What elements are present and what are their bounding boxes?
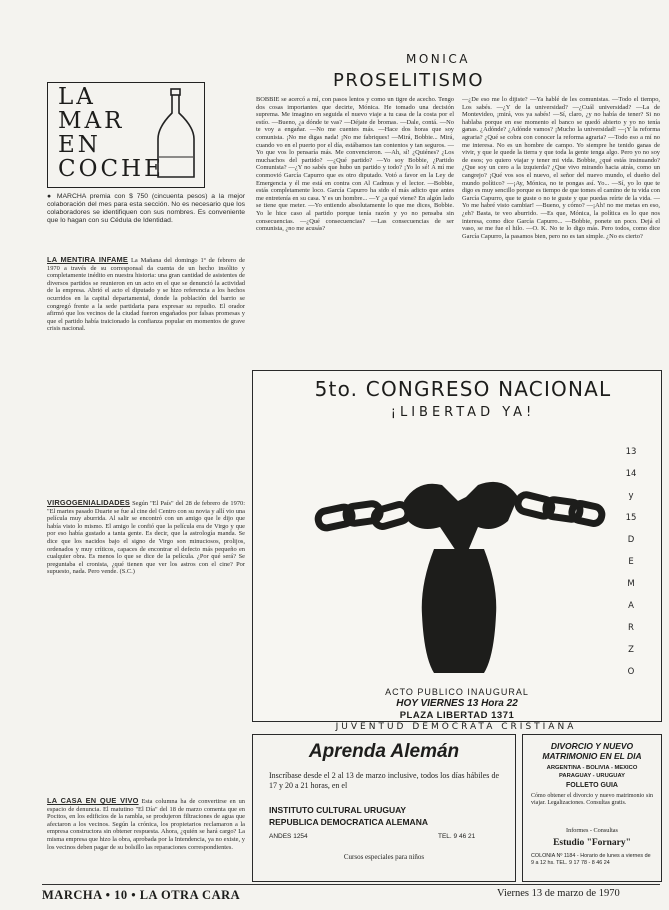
section-logo	[47, 82, 205, 188]
poster-title: 5to. CONGRESO NACIONAL	[314, 377, 612, 401]
logo-line-4: COCHE	[58, 156, 164, 182]
ad-folleto: FOLLETO GUIA	[566, 782, 618, 789]
date-letter: y	[628, 491, 634, 501]
column-title: MONICA	[406, 52, 470, 66]
ad-phone: TEL. 9 46 21	[438, 833, 476, 840]
poster-where: PLAZA LIBERTAD 1371	[399, 710, 515, 721]
section-body: Según "El País" del 28 de febrero de 1970: "El martes pasado Duarte se fue al cine del Centro con su novia y allí vio una película muy aburrida. Al salir se encontró con un amigo que le dijo que había visto lo mismo. El amigo le confió que la película era de Virgo y que por eso había gustado a tanta gente. Es decir, que la astrología manda. Se dice que los nacidos bajo el signo de Virgo son minuciosos, prolijos, ordenados y muy críticos, capaces de encontrar el defecto más pequeño en cualquier obra. Es menos lo que se dice de la película. ¿Por qué será? Se preguntaba el cronista, ¿qué tienen que ver los astros con el cine? Por supuesto, nada. Pero vende. (S.C.)	[47, 500, 245, 576]
date-letter: 15	[625, 513, 637, 523]
section-heading: VIRGOGENIALIDADES	[47, 499, 131, 507]
poster-organizer: JUVENTUD DEMOCRATA CRISTIANA	[335, 722, 577, 732]
broken-chain-fists-icon	[308, 435, 608, 679]
poster-slogan: ¡LIBERTAD YA!	[390, 405, 536, 420]
contest-intro: ● MARCHA premia con $ 750 (cincuenta pesos) a la mejor colaboración del mes para esta sección. No es necesario que los colaboradores se identifiquen con sus nombres. Es conveniente que lo hagan con su Cédula de Identidad.	[47, 193, 245, 224]
section-heading: LA CASA EN QUE VIVO	[47, 797, 139, 805]
article-column-2: —¿De eso me lo dijiste? —Ya hablé de les comunistas. —Todo el tiempo, Los sabés. —¿Y de la universidad? —¿Cuál universidad? —La de Montevideo, ¡mirá, vos ya sabés! —Sí, claro, ¿y no había de tener? Si no hablaba porque en ese momento el banco se quedó abierto y yo no tenía ganas. ¿Adónde? ¿Adónde vamos? ¡Mucho la universidad! —¡Y la reforma agraria? ¿Qué se cobra con conocer la reforma agraria? —Todo eso a mí no me interesa. No es un hombre de campo. Yo siempre he tenido ganas de vivir, y que le quede la tierra y que toda la gente tenga algo. Pero yo no soy de esos; yo quiero viajar y tener mi vida. Bobbie, ¿qué estás insinuando? ¿Que soy un cero a la izquierda? ¿Que vivo mirando hacia atrás, como un cangrejo? ¡Qué vos sos el nuevo, el señor del nuevo mundo, el dueño del mundo político? —¡Ay, Mónica, no te pongas así. Yo... —Sí, yo lo que te digo es muy sencillo porque es tiempo de que tomes el camino de tu vida con García Capurro, que te guste o no te guste y que puedas reírte de la vida. —Yo me habré visto cambiar! —Bueno, y cómo? —¡Ah! no me metas en eso, ¿eh? Basta, te veo aburrido. —Es que, Mónica, la política es lo que nos interesa, como dice García Capurro... —Bobbie, ponete un poco. Dejá el vaso, se me fue el hilo. —O. K. No te lo digo más. Pero todos, como dice García Capurro, la pasamos bien, pero no es tan simple. ¿No es cierto?	[462, 96, 660, 240]
footer-rule	[42, 884, 660, 885]
section-body: La Mañana del domingo 1º de febrero de 1970 a través de su corresponsal da cuenta de un hecho insólito y completamente inédito en nuestra historia: una gran cantidad de asistentes de diversos partidos se reunieron en un acto en el que se denunció la actividad de la empresa. Abrió el acto el diputado y se hizo referencia a los hechos ocurridos en la capital departamental, donde la población del barrio se congregó frente a la sede partidaria para expresar su repudio. El orador afirmó que los vecinos de la ciudad fueron engañados por falsas promesas y que el partido había traicionado la confianza popular en momentos de grave crisis nacional.	[47, 257, 245, 333]
date-letter: 13	[625, 447, 637, 457]
ad-address: COLONIA Nº 1184 - Horario de lunes a viernes de 9 a 12 hs. TEL. 9 17 78 - 8 46 24	[531, 853, 651, 866]
ad-lead: Inscríbase desde el 2 al 13 de marzo inclusive, todos los días hábiles de 17 y 20 a 21 horas, en el	[269, 771, 499, 790]
poster-act: ACTO PUBLICO INAUGURAL	[385, 687, 529, 697]
divorce-ad	[522, 734, 662, 882]
footer-date: Viernes 13 de marzo de 1970	[497, 888, 620, 899]
section-la-casa-en-que-vivo	[47, 797, 245, 877]
date-letter: R	[628, 623, 634, 633]
institute-country: REPUBLICA DEMOCRATICA ALEMANA	[269, 817, 428, 827]
date-letter: O	[627, 667, 635, 677]
date-letter: 14	[625, 469, 637, 479]
section-la-mentira-infame	[47, 256, 245, 480]
date-letter: E	[628, 557, 634, 567]
section-body: Esta columna ha de convertirse en un espacio de denuncia. El matutino "El Día" del 18 de marzo comenta que en Pocitos, en los edificios de la rambla, se produjeron filtraciones de agua que afectaron a los vecinos. Según la crónica, los propietarios reclamaron a la empresa constructora sin obtener respuesta. Ahora, ¿quién se hará cargo? La misma empresa que hizo la obra, aprobada por la Intendencia, ya no existe, y los vecinos deben pagar de su bolsillo las reparaciones correspondientes.	[47, 798, 245, 851]
article-column-1: BOBBIE se acercó a mí, con pasos lentos y como un tigre de acecho. Tengo dos cosas importantes que decirte, Mónica. He tomado una decisión suprema. Me imagino en seguida el nuevo viaje a tu casa de la costa por el estío. —Bueno, ¿a dónde te vas? —Déjate de bromas. —Dale, contá. —No te voy a engañar. —No me cuentes más. —Hace dos horas que soy comunista. ¡No me digas nada! ¡No me fabriques! —Mirá, Bobbie... Mirá, cuando vo en el puerto por el día, estábamos tan contentos y tan seguros. —Yo que vos lo pensaría más. Me convencieron. —Ah, sí! ¿Quiénes? ¿Los muchachos del partido? —¿Qué partido? —Yo soy Bobbie, ¿Partido Comunista? —¿Y no sabés que hubo un partido y todo? ¡Yo lo sé! A mí me conmovió García Capurro que es otro diputado. Votó a favor en la Ley de Emergencia y él me está en contra con Al Cadmus y el lector. —Bobbie, estás completamente loco. García Capurro ha sido el más adicto que antes me entretenía en su casa. Y es un hombre... —Y ¿a qué viene? En algún lado se tiene que meter. —Yo entiendo absolutamente lo que me dices, Bobbie. Yo le hice caso al partido porque tenía razón y yo no pensaba sin consecuencias. —¿Qué consecuencias? —Las consecuencias de ser comunista, ¿no me acusás?	[256, 96, 454, 233]
ad-body: Cómo obtener el divorcio y nuevo matrimonio sin viajar. Legalizaciones. Consultas gratis.	[531, 793, 653, 807]
article-headline: PROSELITISMO	[333, 70, 485, 91]
institute-name: INSTITUTO CULTURAL URUGUAY	[269, 805, 407, 815]
ad-address: ANDES 1254	[269, 833, 308, 840]
date-letter: D	[627, 535, 635, 545]
logo-line-3: EN	[58, 132, 101, 158]
ad-countries: ARGENTINA - BOLIVIA - MEXICO	[546, 765, 638, 771]
date-letter: A	[628, 601, 634, 611]
logo-line-2: MAR	[58, 108, 125, 134]
german-course-ad	[252, 734, 516, 882]
poster-when: HOY VIERNES 13 Hora 22	[396, 698, 518, 709]
section-heading: LA MENTIRA INFAME	[47, 256, 129, 264]
ad-note: Cursos especiales para niños	[343, 853, 425, 861]
footer-publication: MARCHA • 10 • LA OTRA CARA	[42, 888, 241, 902]
ad-studio: Estudio "Fornary"	[553, 838, 631, 848]
bullet-icon: ●	[47, 193, 57, 200]
date-letter: M	[627, 579, 635, 589]
ad-title: Aprenda Alemán	[308, 741, 460, 762]
ad-info: Informes - Consultas	[566, 827, 618, 834]
ad-title: DIVORCIO Y NUEVO MATRIMONIO EN EL DIA	[542, 741, 642, 761]
logo-line-1: LA	[58, 84, 96, 110]
bottle-icon	[154, 87, 198, 181]
date-letter: Z	[628, 645, 634, 655]
ad-countries-2: PARAGUAY - URUGUAY	[558, 773, 626, 779]
congress-poster	[252, 370, 662, 722]
section-virgogenialidades	[47, 499, 245, 803]
